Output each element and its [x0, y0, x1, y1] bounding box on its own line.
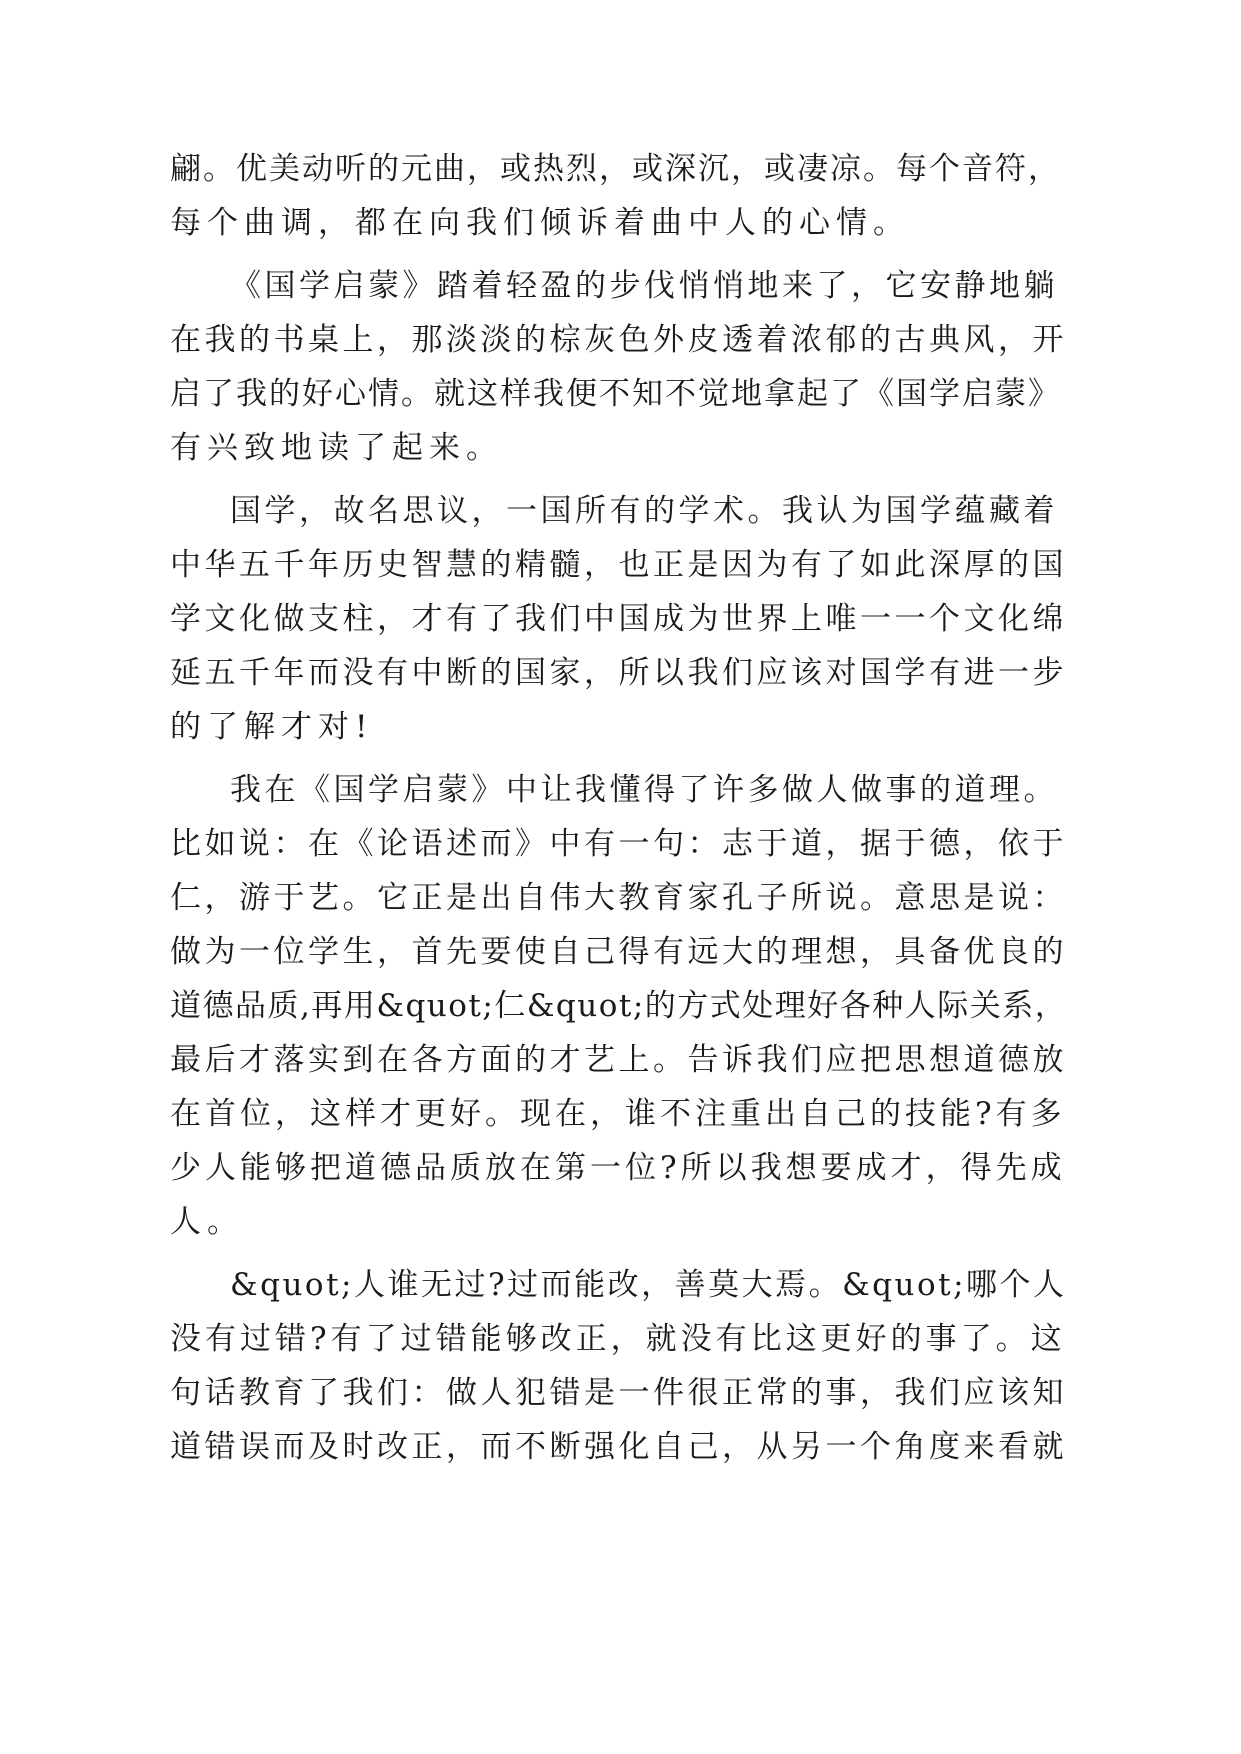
text-line-22: 没有过错?有了过错能够改正，就没有比这更好的事了。这 — [170, 1321, 1066, 1357]
text-line-9: 学文化做支柱，才有了我们中国成为世界上唯一一个文化绵 — [170, 601, 1067, 637]
text-line-12: 我在《国学启蒙》中让我懂得了许多做人做事的道理。 — [230, 772, 1058, 808]
text-line-8: 中华五千年历史智慧的精髓，也正是因为有了如此深厚的国 — [170, 547, 1067, 583]
text-line-1: 翩。优美动听的元曲，或热烈，或深沉，或凄凉。每个音符， — [170, 151, 1061, 187]
text-line-3: 《国学启蒙》踏着轻盈的步伐悄悄地来了，它安静地躺 — [230, 268, 1058, 304]
text-line-24: 道错误而及时改正，而不断强化自己，从另一个角度来看就 — [170, 1429, 1067, 1465]
text-line-21: &quot;人谁无过?过而能改，善莫大焉。&quot;哪个人 — [230, 1267, 1067, 1303]
text-line-15: 做为一位学生，首先要使自己得有远大的理想，具备优良的 — [170, 934, 1067, 970]
text-line-2: 每个曲调，都在向我们倾诉着曲中人的心情。 — [170, 205, 910, 241]
text-line-5: 启了我的好心情。就这样我便不知不觉地拿起了《国学启蒙》 — [170, 376, 1061, 412]
text-line-23: 句话教育了我们：做人犯错是一件很正常的事，我们应该知 — [170, 1375, 1067, 1411]
text-line-20: 人。 — [170, 1204, 244, 1240]
text-line-11: 的了解才对! — [170, 709, 374, 745]
text-line-7: 国学，故名思议，一国所有的学术。我认为国学蕴藏着 — [230, 493, 1058, 529]
text-line-6: 有兴致地读了起来。 — [170, 430, 503, 466]
text-line-14: 仁，游于艺。它正是出自伟大教育家孔子所说。意思是说： — [170, 880, 1067, 916]
text-line-18: 在首位，这样才更好。现在，谁不注重出自己的技能?有多 — [170, 1096, 1066, 1132]
text-line-16: 道德品质,再用&quot;仁&quot;的方式处理好各种人际关系， — [170, 988, 1068, 1024]
text-line-13: 比如说：在《论语述而》中有一句：志于道，据于德，依于 — [170, 826, 1067, 862]
text-line-17: 最后才落实到在各方面的才艺上。告诉我们应把思想道德放 — [170, 1042, 1067, 1078]
text-line-4: 在我的书桌上，那淡淡的棕灰色外皮透着浓郁的古典风，开 — [170, 322, 1067, 358]
text-line-19: 少人能够把道德品质放在第一位?所以我想要成才，得先成 — [170, 1150, 1066, 1186]
text-line-10: 延五千年而没有中断的国家，所以我们应该对国学有进一步 — [170, 655, 1067, 691]
